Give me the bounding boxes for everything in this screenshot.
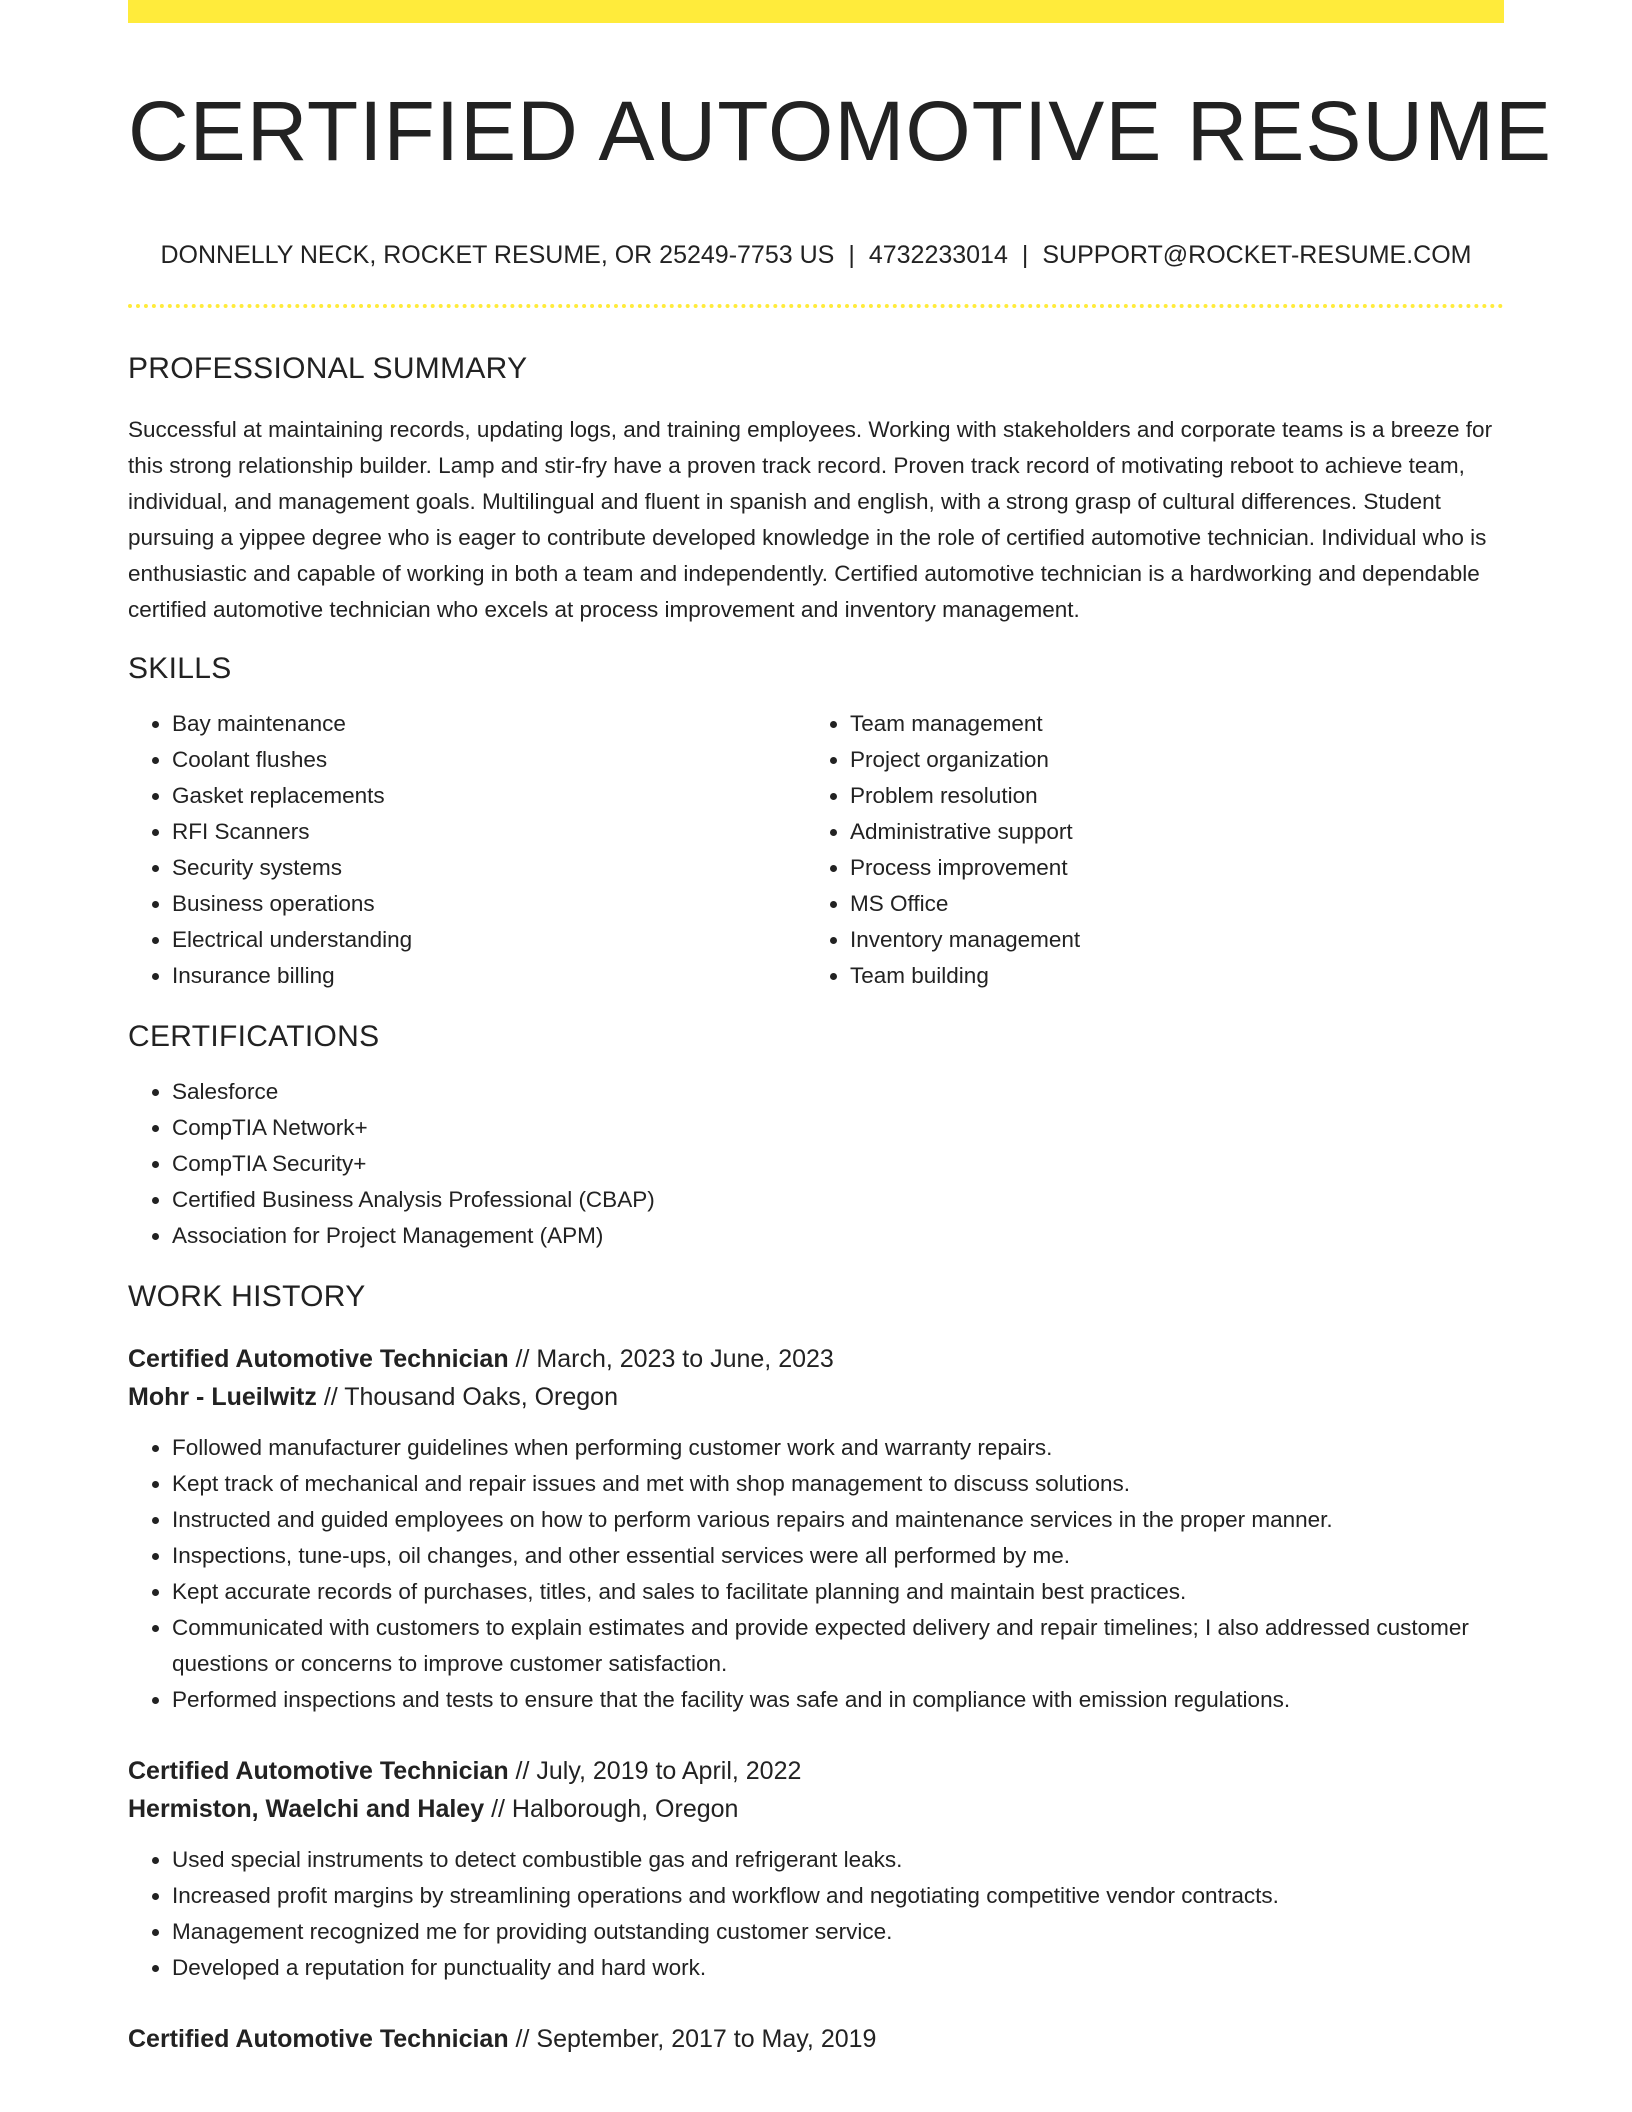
dotted-divider — [128, 304, 1504, 308]
top-accent-bar — [128, 0, 1504, 23]
contact-email: SUPPORT@ROCKET-RESUME.COM — [1042, 241, 1472, 270]
job-duty: • Kept track of mechanical and repair issues and met with shop management to discuss solutions. — [172, 1466, 1504, 1502]
job-title-line — [128, 1340, 1504, 1378]
job-duty: • Used special instruments to detect combustible gas and refrigerant leaks. — [172, 1842, 1504, 1878]
job-duty: • Communicated with customers to explain estimates and provide expected delivery and repair timelines; I also addressed customer questions or concerns to improve customer satisfaction. — [172, 1610, 1504, 1682]
skill-item: • Gasket replacements — [172, 778, 806, 814]
job-duties-list — [128, 1842, 1504, 1986]
job-duty: • Inspections, tune-ups, oil changes, and other essential services were all performed by me. — [172, 1538, 1504, 1574]
skill-item: • Bay maintenance — [172, 706, 806, 742]
contact-line — [128, 241, 1504, 270]
skills-column-left — [128, 706, 806, 994]
job-duties-list — [128, 1430, 1504, 1718]
job-role: Certified Automotive Technician — [128, 1757, 509, 1786]
job-title-line — [128, 1752, 1504, 1790]
skill-item: • Coolant flushes — [172, 742, 806, 778]
job-duty: • Management recognized me for providing outstanding customer service. — [172, 1914, 1504, 1950]
certifications-heading: CERTIFICATIONS — [128, 1020, 380, 1054]
skill-item: • Problem resolution — [850, 778, 1484, 814]
job-duty: • Developed a reputation for punctuality and hard work. — [172, 1950, 1504, 1986]
job-entry — [128, 1340, 1504, 1718]
skill-item: • Electrical understanding — [172, 922, 806, 958]
job-duty: • Kept accurate records of purchases, titles, and sales to facilitate planning and maintain best practices. — [172, 1574, 1504, 1610]
contact-phone: 4732233014 — [868, 241, 1008, 270]
work-history-heading: WORK HISTORY — [128, 1280, 366, 1314]
job-duty: • Increased profit margins by streamlining operations and workflow and negotiating competitive vendor contracts. — [172, 1878, 1504, 1914]
job-entry — [128, 1752, 1504, 1986]
job-location: // Thousand Oaks, Oregon — [316, 1383, 618, 1412]
job-company: Mohr - Lueilwitz — [128, 1383, 317, 1412]
skill-item: • Inventory management — [850, 922, 1484, 958]
job-entry — [128, 2020, 1504, 2058]
contact-separator: | — [1021, 241, 1029, 270]
skill-item: • Project organization — [850, 742, 1484, 778]
contact-separator: | — [848, 241, 855, 270]
job-role: Certified Automotive Technician — [128, 1345, 509, 1374]
skills-columns — [128, 706, 1504, 994]
certification-item: • Salesforce — [172, 1074, 1504, 1110]
resume-page — [128, 0, 1553, 2058]
skill-item: • Administrative support — [850, 814, 1484, 850]
resume-title: CERTIFIED AUTOMOTIVE RESUME — [128, 84, 1553, 178]
job-title-line — [128, 2020, 1504, 2058]
certification-item: • CompTIA Security+ — [172, 1146, 1504, 1182]
skill-item: • Security systems — [172, 850, 806, 886]
job-dates: // March, 2023 to June, 2023 — [508, 1345, 834, 1374]
job-company-line — [128, 1378, 1504, 1416]
certification-item: • Association for Project Management (APM) — [172, 1218, 1504, 1254]
job-duty: • Instructed and guided employees on how to perform various repairs and maintenance services in the proper manner. — [172, 1502, 1504, 1538]
skill-item: • Insurance billing — [172, 958, 806, 994]
certification-item: • Certified Business Analysis Professional (CBAP) — [172, 1182, 1504, 1218]
job-role: Certified Automotive Technician — [128, 2025, 509, 2054]
skill-item: • Process improvement — [850, 850, 1484, 886]
contact-address: DONNELLY NECK, ROCKET RESUME, OR 25249-7753 US — [160, 241, 835, 270]
certifications-list — [128, 1074, 1504, 1254]
job-company-line — [128, 1790, 1504, 1828]
job-duty: • Followed manufacturer guidelines when performing customer work and warranty repairs. — [172, 1430, 1504, 1466]
skill-item: • Business operations — [172, 886, 806, 922]
certification-item: • CompTIA Network+ — [172, 1110, 1504, 1146]
skill-item: • Team building — [850, 958, 1484, 994]
summary-heading: PROFESSIONAL SUMMARY — [128, 352, 528, 386]
summary-text: Successful at maintaining records, updating logs, and training employees. Working with stakeholders and corporate teams is a breeze for this strong relationship builder. Lamp and stir-fry have a proven track record. Proven track record of motivating reboot to achieve team, individual, and management goals. Multilingual and fluent in spanish and english, with a strong grasp of cultural differences. Student pursuing a yippee degree who is eager to contribute developed knowledge in the role of certified automotive technician. Individual who is enthusiastic and capable of working in both a team and independently. Certified automotive technician is a hardworking and dependable certified automotive technician who excels at process improvement and inventory management. — [128, 417, 1493, 623]
job-company: Hermiston, Waelchi and Haley — [128, 1795, 485, 1824]
skills-heading: SKILLS — [128, 652, 232, 686]
skills-column-right — [806, 706, 1484, 994]
skills-list-left — [128, 706, 806, 994]
job-dates: // July, 2019 to April, 2022 — [508, 1757, 802, 1786]
skill-item: • MS Office — [850, 886, 1484, 922]
job-location: // Halborough, Oregon — [484, 1795, 739, 1824]
skill-item: • Team management — [850, 706, 1484, 742]
skill-item: • RFI Scanners — [172, 814, 806, 850]
skills-list-right — [806, 706, 1484, 994]
job-duty: • Performed inspections and tests to ensure that the facility was safe and in compliance with emission regulations. — [172, 1682, 1504, 1718]
job-dates: // September, 2017 to May, 2019 — [508, 2025, 877, 2054]
